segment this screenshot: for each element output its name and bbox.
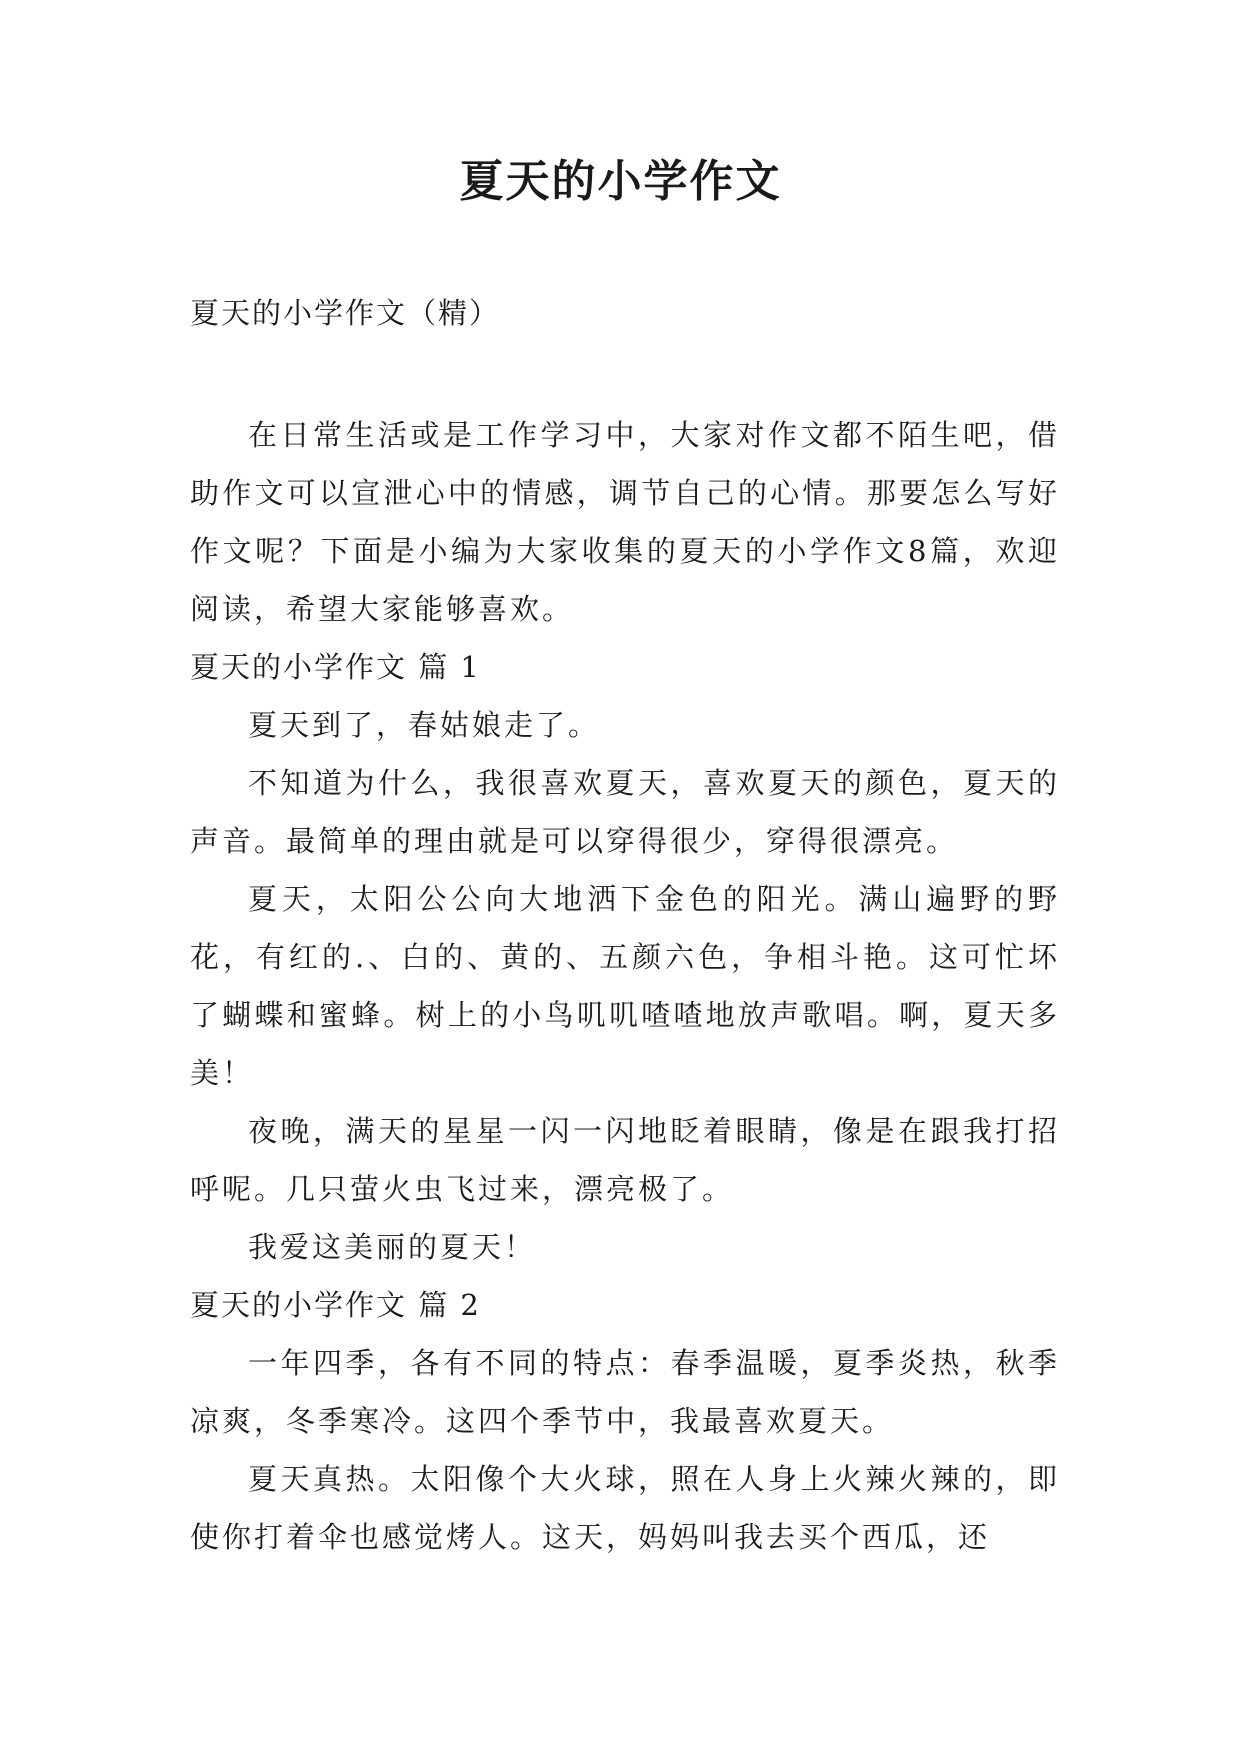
document-subtitle: 夏天的小学作文（精）: [190, 296, 501, 330]
essay-2-heading: 夏天的小学作文 篇 2: [190, 1288, 481, 1322]
essay-2-paragraph: 一年四季，各有不同的特点：春季温暖，夏季炎热，秋季凉爽，冬季寒冷。这四个季节中，我最喜欢夏天。: [190, 1346, 1060, 1438]
document-title: 夏天的小学作文: [459, 156, 782, 207]
essay-2-paragraph: 夏天真热。太阳像个大火球，照在人身上火辣火辣的，即使你打着伞也感觉烤人。这天，妈妈叫我去买个西瓜，还: [190, 1462, 1060, 1554]
essay-1-heading: 夏天的小学作文 篇 1: [190, 650, 481, 684]
intro-paragraph: 在日常生活或是工作学习中，大家对作文都不陌生吧，借助作文可以宣泄心中的情感，调节自己的心情。那要怎么写好作文呢？下面是小编为大家收集的夏天的小学作文8篇，欢迎阅读，希望大家能够喜欢。: [190, 418, 1060, 626]
essay-1-paragraph: 不知道为什么，我很喜欢夏天，喜欢夏天的颜色，夏天的声音。最简单的理由就是可以穿得很少，穿得很漂亮。: [190, 766, 1060, 858]
document-body: [190, 406, 1060, 1566]
essay-1-paragraph: 夏天到了，春姑娘走了。: [248, 708, 601, 742]
essay-1-paragraph: 夏天，太阳公公向大地洒下金色的阳光。满山遍野的野花，有红的.、白的、黄的、五颜六色，争相斗艳。这可忙坏了蝴蝶和蜜蜂。树上的小鸟叽叽喳喳地放声歌唱。啊，夏天多美！: [190, 882, 1060, 1090]
essay-1-paragraph: 夜晚，满天的星星一闪一闪地眨着眼睛，像是在跟我打招呼呢。几只萤火虫飞过来，漂亮极了。: [190, 1114, 1060, 1206]
essay-1-paragraph: 我爱这美丽的夏天！: [248, 1230, 537, 1264]
